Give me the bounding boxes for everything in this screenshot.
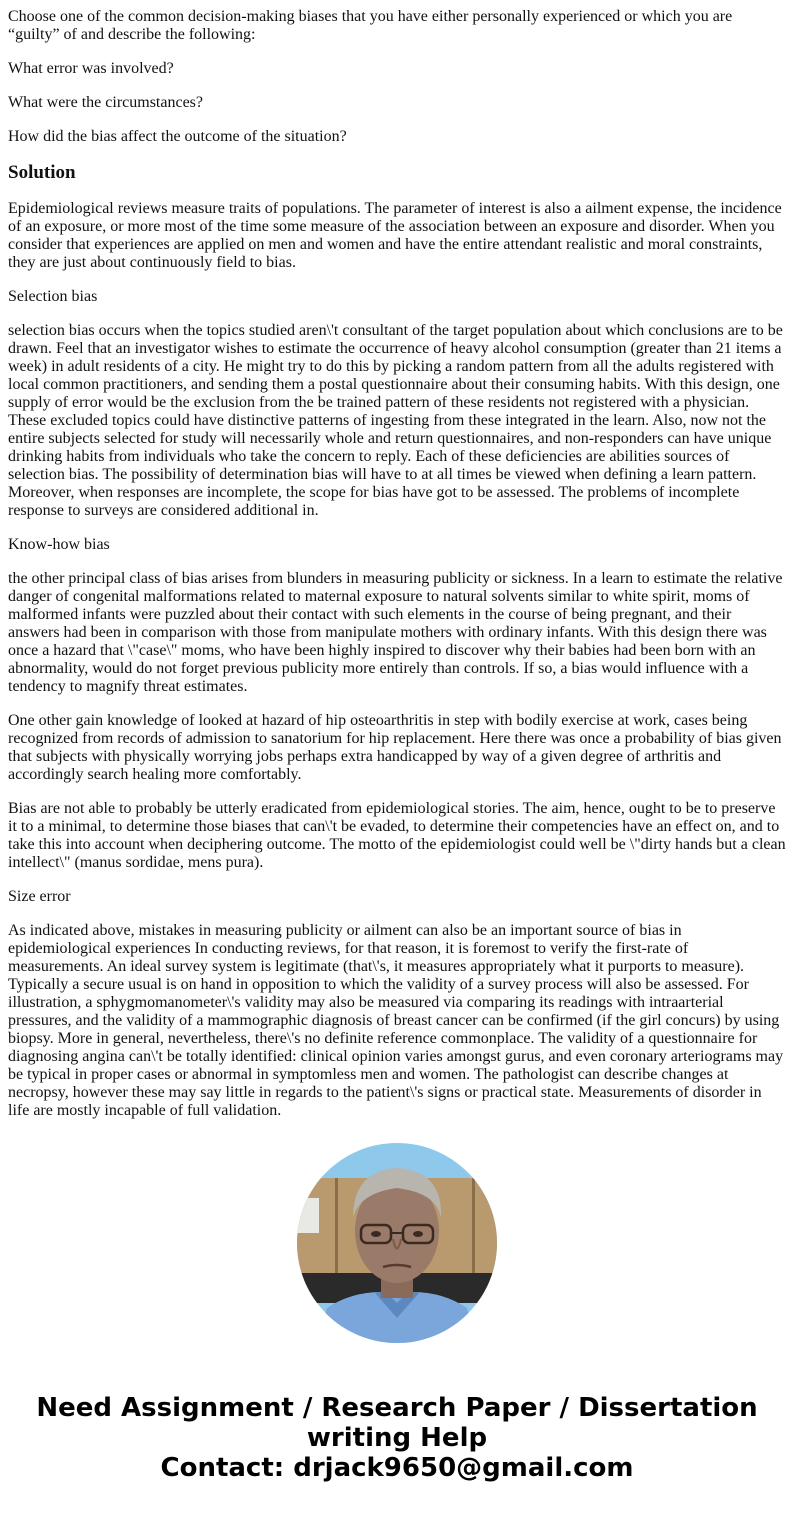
solution-paragraph-measurement: the other principal class of bias arises from blunders in measuring publicity or sickness. In a learn to estimate the relative danger of congenital malformations related to maternal exposure to natural solvents similar to white spirit, moms of malformed infants were puzzled about their contact with such elements in the course of being pregnant, and their answers had been in comparison with those from manipulate mothers with ordinary infants. With this design there was once a hazard that \"case\" moms, who have been highly inspired to discover why their babies had been born with an abnormality, would do not forget previous publicity more entirely than controls. If so, a bias would influence with a tendency to magnify threat estimates.: [8, 570, 783, 695]
solution-paragraph-eradicate: Bias are not able to probably be utterly eradicated from epidemiological stories. The aim, hence, ought to be to preserve it to a minimal, to determine those biases that can\'t be evaded, to determine their competencies have an effect on, and to take this into account when deciphering outcome. The motto of the epidemiologist could well be \"dirty hands but a clean intellect\" (manus sordidae, mens pura).: [8, 800, 786, 871]
solution-paragraph-intro: Epidemiological reviews measure traits of populations. The parameter of interest is also a ailment expense, the incidence of an exposure, or more most of the time some measure of the association between an exposure and disorder. When you consider that experiences are applied on men and women and have the entire attendant realistic and moral constraints, they are just about continuously field to bias.: [8, 200, 782, 271]
solution-heading: Solution: [8, 162, 76, 183]
solution-paragraph-selection: selection bias occurs when the topics studied aren\'t consultant of the target population about which conclusions are to be drawn. Feel that an investigator wishes to estimate the occurrence of heavy alcohol consumption (greater than 21 items a week) in adult residents of a city. He might try to do this by picking a random pattern from all the adults registered with local common practitioners, and sending them a postal questionnaire about their consuming habits. With this design, one supply of error would be the exclusion from the be trained pattern of these residents not registered with a physician. These excluded topics could have distinctive patterns of ingesting from these integrated in the learn. Also, now not the entire subjects selected for study will necessarily whole and return questionnaires, and non-responders can have unique drinking habits from individuals who take the concern to reply. Each of these deficiencies are abilities sources of selection bias. The possibility of determination bias will have to at all times be viewed when defining a learn pattern. Moreover, when responses are incomplete, the scope for bias have got to be assessed. The problems of incomplete response to surveys are considered additional in.: [8, 322, 783, 519]
portrait-image: [297, 1143, 497, 1343]
contact-email: Contact: drjack9650@gmail.com: [160, 1453, 634, 1483]
contact-headline: Need Assignment / Research Paper / Dissertation writing Help: [36, 1393, 758, 1453]
author-portrait: [297, 1143, 497, 1343]
question-prompt-3: How did the bias affect the outcome of the situation?: [8, 128, 347, 145]
solution-paragraph-size-error: As indicated above, mistakes in measuring publicity or ailment can also be an important source of bias in epidemiological experiences In conducting reviews, for that reason, it is foremost to verify the first-rate of measurements. An ideal survey system is legitimate (that\'s, it measures appropriately what it purports to measure). Typically a secure usual is on hand in opposition to which the validity of a survey process will also be assessed. For illustration, a sphygmomanometer\'s validity may also be measured via comparing its readings with intraarterial pressures, and the validity of a mammographic diagnosis of breast cancer can be confirmed (if the girl concurs) by using biopsy. More in general, nevertheless, there\'s no definite reference commonplace. The validity of a questionnaire for diagnosing angina can\'t be totally identified: clinical opinion varies amongst gurus, and even coronary arteriograms may be typical in proper cases or abnormal in symptomless men and women. The pathologist can describe changes at necropsy, however these may say little in regards to the patient\'s signs or practical state. Measurements of disorder in life are mostly incapable of full validation.: [8, 922, 784, 1119]
section-label-selection-bias: Selection bias: [8, 288, 98, 305]
question-prompt-1: What error was involved?: [8, 60, 174, 77]
question-prompt-2: What were the circumstances?: [8, 94, 204, 111]
solution-paragraph-hip: One other gain knowledge of looked at hazard of hip osteoarthritis in step with bodily exercise at work, cases being recognized from records of admission to sanatorium for hip replacement. Here there was once a probability of bias given that subjects with physically worrying jobs perhaps extra handicapped by way of a given degree of arthritis and accordingly search healing more comfortably.: [8, 712, 782, 783]
contact-banner: [0, 1393, 794, 1483]
question-intro: Choose one of the common decision-making biases that you have either personally experienced or which you are “guilty” of and describe the following:: [8, 8, 733, 43]
section-label-know-how-bias: Know-how bias: [8, 536, 110, 553]
portrait-container: [0, 1143, 794, 1343]
section-label-size-error: Size error: [8, 888, 71, 905]
